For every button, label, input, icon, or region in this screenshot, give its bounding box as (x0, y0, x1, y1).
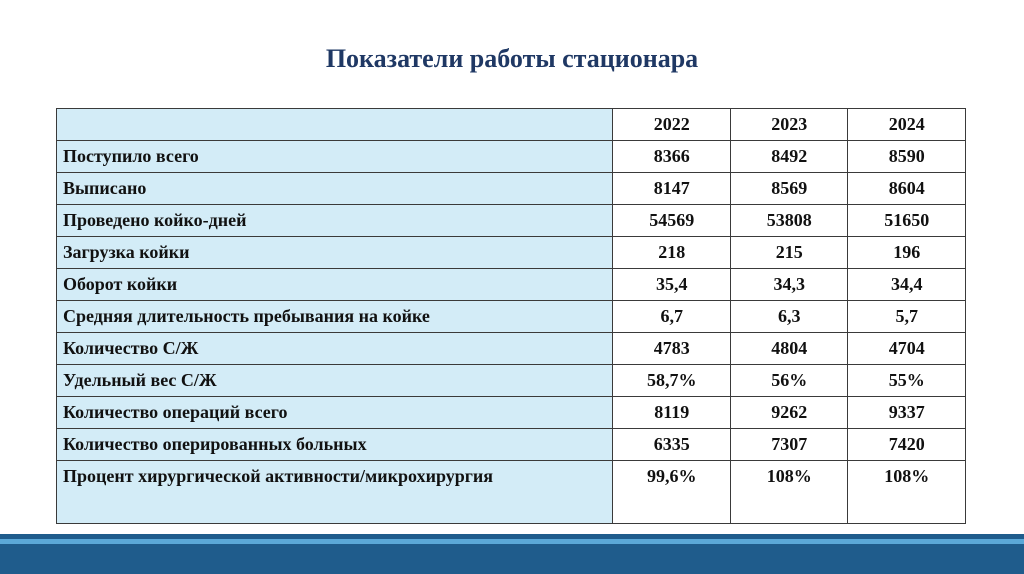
row-label: Процент хирургической активности/микрохирургия (57, 461, 613, 524)
cell-value: 35,4 (613, 269, 731, 301)
cell-value: 53808 (731, 205, 848, 237)
row-label: Удельный вес С/Ж (57, 365, 613, 397)
cell-value: 196 (848, 237, 966, 269)
cell-value: 108% (731, 461, 848, 524)
table-row (57, 141, 966, 173)
table-row (57, 269, 966, 301)
cell-value: 6,7 (613, 301, 731, 333)
cell-value: 9337 (848, 397, 966, 429)
row-label: Количество С/Ж (57, 333, 613, 365)
cell-value: 7307 (731, 429, 848, 461)
table-header-row (57, 109, 966, 141)
cell-value: 8590 (848, 141, 966, 173)
table-row (57, 365, 966, 397)
cell-value: 6335 (613, 429, 731, 461)
cell-value: 8119 (613, 397, 731, 429)
cell-value: 34,4 (848, 269, 966, 301)
row-label: Выписано (57, 173, 613, 205)
row-label: Количество операций всего (57, 397, 613, 429)
table-row (57, 205, 966, 237)
table-row (57, 173, 966, 205)
footer-stripe (0, 539, 1024, 544)
header-year-2024: 2024 (848, 109, 966, 141)
table-row (57, 397, 966, 429)
table-row (57, 461, 966, 524)
cell-value: 108% (848, 461, 966, 524)
cell-value: 5,7 (848, 301, 966, 333)
cell-value: 215 (731, 237, 848, 269)
row-label: Оборот койки (57, 269, 613, 301)
cell-value: 218 (613, 237, 731, 269)
cell-value: 54569 (613, 205, 731, 237)
cell-value: 4804 (731, 333, 848, 365)
cell-value: 9262 (731, 397, 848, 429)
cell-value: 8492 (731, 141, 848, 173)
table-row (57, 301, 966, 333)
row-label: Количество оперированных больных (57, 429, 613, 461)
cell-value: 4783 (613, 333, 731, 365)
cell-value: 4704 (848, 333, 966, 365)
cell-value: 8604 (848, 173, 966, 205)
table-row (57, 429, 966, 461)
table-row (57, 237, 966, 269)
cell-value: 8569 (731, 173, 848, 205)
cell-value: 56% (731, 365, 848, 397)
row-label: Загрузка койки (57, 237, 613, 269)
header-year-2022: 2022 (613, 109, 731, 141)
row-label: Средняя длительность пребывания на койке (57, 301, 613, 333)
cell-value: 58,7% (613, 365, 731, 397)
cell-value: 8147 (613, 173, 731, 205)
table-row (57, 333, 966, 365)
cell-value: 6,3 (731, 301, 848, 333)
cell-value: 99,6% (613, 461, 731, 524)
cell-value: 34,3 (731, 269, 848, 301)
cell-value: 51650 (848, 205, 966, 237)
footer-bar (0, 534, 1024, 574)
header-year-2023: 2023 (731, 109, 848, 141)
row-label: Поступило всего (57, 141, 613, 173)
page-title: Показатели работы стационара (325, 44, 699, 73)
header-empty-cell (57, 109, 613, 141)
row-label: Проведено койко-дней (57, 205, 613, 237)
cell-value: 7420 (848, 429, 966, 461)
hospital-stats-table (56, 108, 966, 524)
cell-value: 8366 (613, 141, 731, 173)
cell-value: 55% (848, 365, 966, 397)
